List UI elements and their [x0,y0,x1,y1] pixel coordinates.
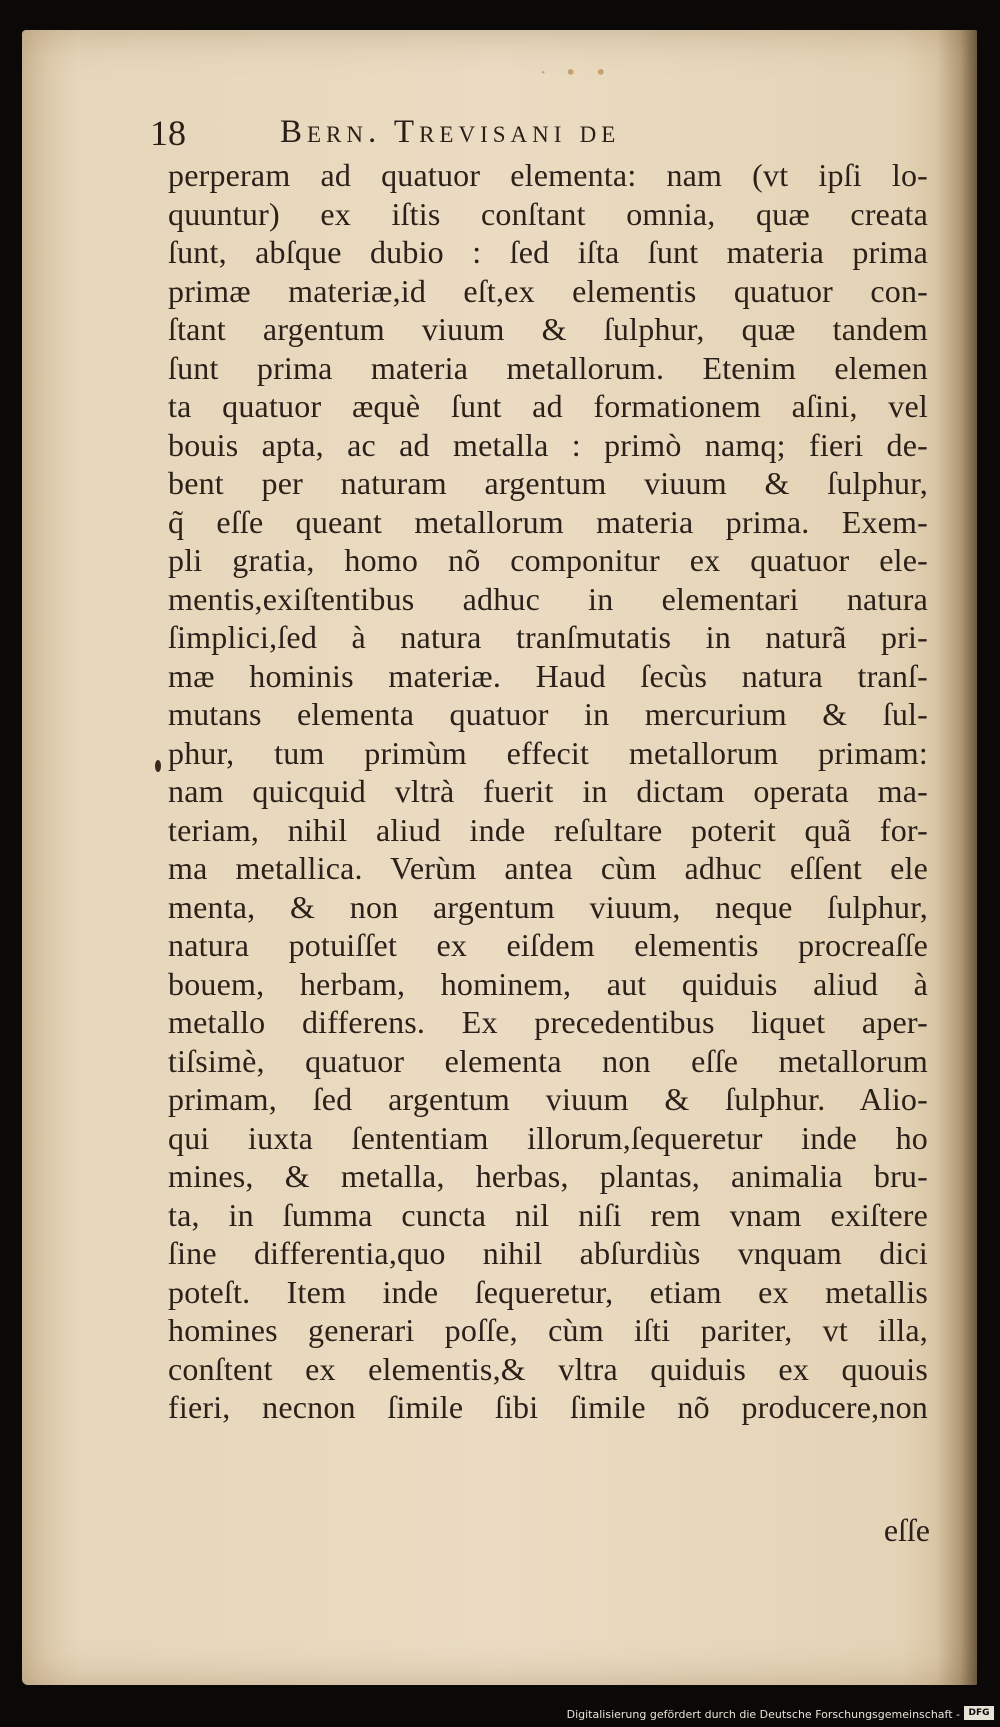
text-line: ſunt, abſque dubio : ſed iſta ſunt materia prima [168,234,928,270]
text-line: bouem, herbam, hominem, aut quiduis aliud à [168,965,928,1002]
text-line: mutans elementa quatuor in mercurium & ſul- [168,696,928,732]
text-line: bent per naturam argentum viuum & ſulphur, [168,465,928,501]
running-head [150,112,890,158]
ink-blot [155,760,161,772]
text-line: ta quatuor æquè ſunt ad formationem aſini, vel [168,388,928,424]
catchword: eſſe [883,1512,930,1548]
text-line: tiſsimè, quatuor elementa non eſſe metallorum [168,1042,928,1079]
text-line: natura potuiſſet ex eiſdem elementis procreaſſe [168,927,928,963]
dfg-logo: DFG [964,1706,994,1720]
text-line: qui iuxta ſententiam illorum,ſequeretur inde ho [168,1119,928,1156]
text-line: ma metallica. Verùm antea cùm adhuc eſſent ele [168,850,928,886]
text-line: bouis apta, ac ad metalla : primò namq; fieri de- [168,426,928,463]
page-number: 18 [150,113,186,153]
body-text [168,156,928,1427]
text-line: q̃ eſſe queant metallorum materia prima. Exem- [168,503,928,540]
page-edge-shadow [937,30,977,1685]
text-line: teriam, nihil aliud inde reſultare poterit quã for- [168,811,928,848]
text-line: homines generari poſſe, cùm iſti pariter, vt illa, [168,1312,928,1348]
text-line: pli gratia, homo nõ componitur ex quatuor ele- [168,542,928,578]
digitization-credit: Digitalisierung gefördert durch die Deutsche Forschungsgemeinschaft - [566,1708,960,1721]
text-line: primam, ſed argentum viuum & ſulphur. Alio- [168,1081,928,1117]
text-line: perperam ad quatuor elementa: nam (vt ipſi lo- [168,157,928,193]
text-line: mines, & metalla, herbas, plantas, animalia bru- [168,1158,928,1194]
running-title: Bern. Trevisani de [280,114,621,150]
text-line: ſtant argentum viuum & ſulphur, quæ tandem [168,311,928,347]
text-line: phur, tum primùm effecit metallorum primam: [168,734,928,771]
text-line: nam quicquid vltrà fuerit in dictam operata ma- [168,773,928,809]
text-line: ſimplici,ſed à natura tranſmutatis in naturã pri- [168,619,928,655]
text-line: primæ materiæ,id eſt,ex elementis quatuor con- [168,272,928,309]
text-line: poteſt. Item inde ſequeretur, etiam ex metallis [168,1273,928,1310]
text-line: fieri, necnon ſimile ſibi ſimile nõ producere,non [168,1389,928,1425]
text-line: quuntur) ex iſtis conſtant omnia, quæ creata [168,195,928,232]
text-line: ſunt prima materia metallorum. Etenim elemen [168,349,928,386]
foxing-stain: · • • [540,60,613,84]
text-line: metallo differens. Ex precedentibus liquet aper- [168,1004,928,1040]
text-line: mentis,exiſtentibus adhuc in elementari natura [168,580,928,617]
text-line: conſtent ex elementis,& vltra quiduis ex quouis [168,1350,928,1387]
text-line: ſine differentia,quo nihil abſurdiùs vnquam dici [168,1235,928,1271]
text-line: ta, in ſumma cuncta nil niſi rem vnam exiſtere [168,1196,928,1233]
text-line: mæ hominis materiæ. Haud ſecùs natura tranſ- [168,657,928,694]
text-line: menta, & non argentum viuum, neque ſulphur, [168,888,928,925]
